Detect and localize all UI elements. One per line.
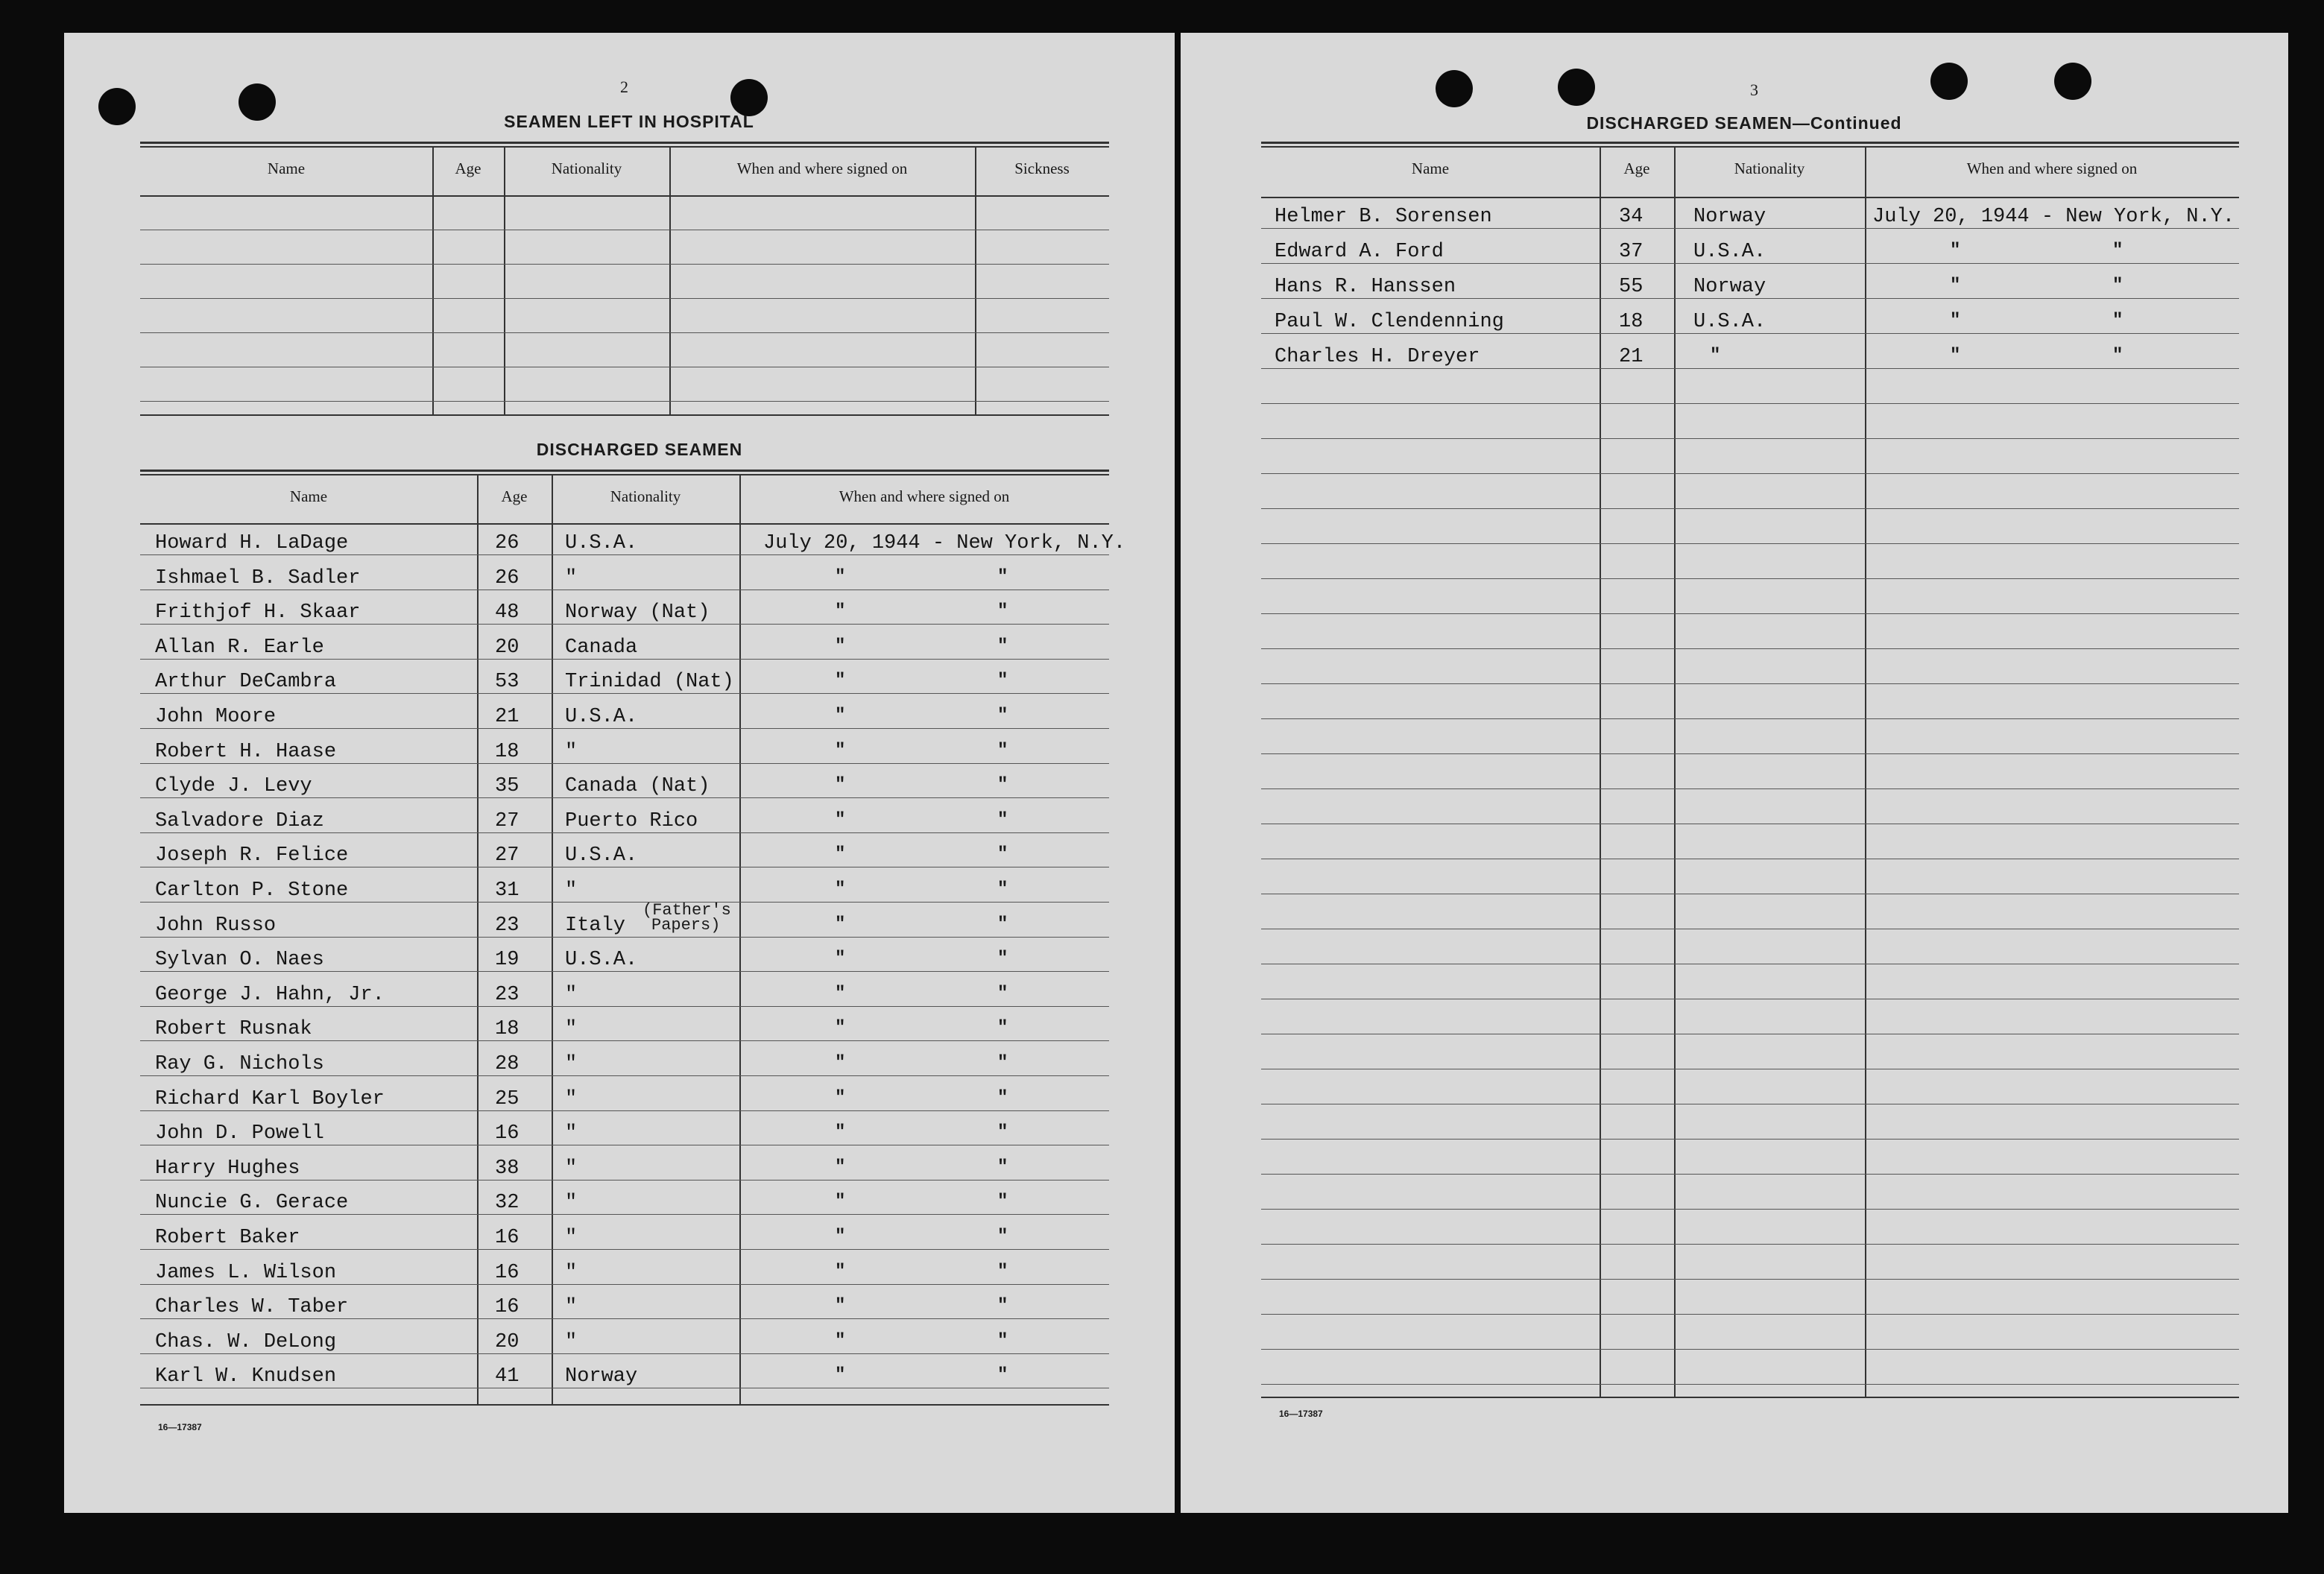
seaman-nationality: " — [565, 879, 578, 902]
ditto-mark: " — [835, 706, 846, 726]
column-header: Age — [501, 487, 528, 505]
row-rule — [1261, 543, 2239, 544]
seaman-age: 23 — [495, 983, 520, 1006]
column-header: Age — [1623, 159, 1650, 177]
row-rule — [1261, 298, 2239, 299]
seaman-age: 31 — [495, 879, 520, 902]
binder-hole — [1930, 63, 1968, 100]
ditto-mark: " — [997, 1018, 1008, 1039]
row-rule — [1261, 578, 2239, 579]
seaman-age: 20 — [495, 636, 520, 659]
ditto-mark: " — [835, 1261, 846, 1282]
seaman-nationality: Canada — [565, 636, 638, 659]
row-rule — [1261, 368, 2239, 369]
column-divider — [669, 148, 671, 414]
seaman-name: Ray G. Nichols — [155, 1053, 324, 1075]
seaman-age: 26 — [495, 532, 520, 554]
ditto-mark: " — [997, 1261, 1008, 1282]
row-rule — [140, 832, 1109, 833]
header-rule — [140, 523, 1109, 525]
ditto-mark: " — [997, 636, 1008, 657]
ditto-mark: " — [835, 914, 846, 935]
seaman-name: George J. Hahn, Jr. — [155, 983, 385, 1006]
ditto-mark: " — [1950, 241, 1961, 261]
seaman-nationality: " — [565, 1087, 578, 1110]
seaman-nationality: " — [565, 983, 578, 1006]
ditto-mark: " — [835, 1227, 846, 1247]
ditto-mark: " — [997, 844, 1008, 865]
right-page — [1181, 33, 2288, 1513]
seaman-name: Arthur DeCambra — [155, 671, 337, 694]
row-rule — [140, 797, 1109, 798]
seaman-age: 35 — [495, 775, 520, 798]
seaman-name: Robert Rusnak — [155, 1018, 312, 1041]
ditto-mark: " — [997, 949, 1008, 970]
row-rule — [1261, 683, 2239, 684]
seaman-name: Sylvan O. Naes — [155, 949, 324, 972]
seaman-age: 18 — [495, 740, 520, 763]
seaman-age: 34 — [1619, 206, 1643, 228]
continued-section-title — [1586, 113, 1901, 133]
column-divider — [504, 148, 505, 414]
column-header: When and where signed on — [839, 487, 1010, 505]
column-divider — [477, 475, 479, 1404]
seaman-nationality: U.S.A. — [1693, 311, 1766, 333]
seaman-name: Robert H. Haase — [155, 740, 337, 763]
seaman-age: 18 — [1619, 311, 1643, 333]
column-header: Nationality — [551, 159, 622, 177]
seaman-age: 26 — [495, 566, 520, 590]
row-rule — [1261, 648, 2239, 649]
seaman-nationality: Norway — [1693, 206, 1766, 228]
seaman-age: 16 — [495, 1261, 520, 1284]
ditto-mark: " — [997, 1087, 1008, 1108]
ditto-mark: " — [2112, 241, 2124, 261]
row-rule — [140, 298, 1109, 299]
nationality-note: Papers) — [651, 915, 721, 935]
row-rule — [140, 1284, 1109, 1285]
nationality-note: (Father's — [642, 900, 731, 920]
row-rule — [140, 902, 1109, 903]
seaman-nationality: U.S.A. — [565, 532, 638, 554]
seaman-name: Clyde J. Levy — [155, 775, 312, 798]
binder-hole — [2054, 63, 2091, 100]
left-page — [64, 33, 1175, 1513]
ditto-mark: " — [1950, 311, 1961, 331]
column-divider — [739, 475, 741, 1404]
row-rule — [1261, 753, 2239, 754]
seaman-nationality: Trinidad (Nat) — [565, 671, 734, 694]
row-rule — [1261, 508, 2239, 509]
ditto-mark: " — [997, 1192, 1008, 1213]
ditto-mark: " — [997, 1122, 1008, 1143]
binder-hole — [730, 79, 768, 116]
row-rule — [140, 728, 1109, 729]
row-rule — [140, 264, 1109, 265]
row-rule — [1261, 263, 2239, 264]
table-bottom-rule — [140, 414, 1109, 416]
ditto-mark: " — [2112, 276, 2124, 296]
seaman-age: 38 — [495, 1157, 520, 1180]
row-rule — [1261, 718, 2239, 719]
ditto-mark: " — [835, 601, 846, 622]
seaman-nationality: Norway — [565, 1365, 638, 1388]
seaman-nationality: " — [565, 1296, 578, 1319]
seaman-age: 37 — [1619, 241, 1643, 263]
seaman-age: 53 — [495, 671, 520, 694]
row-rule — [1261, 788, 2239, 789]
ditto-mark: " — [997, 1053, 1008, 1073]
column-header: Nationality — [610, 487, 681, 505]
hospital-section-title: SEAMEN LEFT IN HOSPITAL — [504, 112, 754, 131]
row-rule — [1261, 228, 2239, 229]
row-rule — [140, 937, 1109, 938]
seaman-name: Paul W. Clendenning — [1275, 311, 1504, 333]
column-header: When and where signed on — [736, 159, 908, 177]
seaman-nationality: " — [565, 1053, 578, 1075]
seaman-nationality: " — [565, 566, 578, 590]
seaman-name: Richard Karl Boyler — [155, 1087, 385, 1110]
seaman-age: 32 — [495, 1192, 520, 1215]
seaman-nationality: U.S.A. — [565, 844, 638, 867]
seaman-nationality: " — [565, 1227, 578, 1249]
row-rule — [1261, 438, 2239, 439]
form-number: 16—17387 — [1279, 1409, 1323, 1419]
ditto-mark: " — [835, 844, 846, 865]
row-rule — [140, 554, 1109, 555]
seaman-age: 21 — [1619, 346, 1643, 368]
seaman-name: Carlton P. Stone — [155, 879, 349, 902]
seaman-name: Joseph R. Felice — [155, 844, 349, 867]
seaman-nationality: " — [565, 1261, 578, 1284]
ditto-mark: " — [835, 1296, 846, 1317]
ditto-mark: " — [997, 706, 1008, 726]
row-rule — [1261, 1349, 2239, 1350]
row-rule — [1261, 1244, 2239, 1245]
seaman-age: 19 — [495, 949, 520, 972]
ditto-mark: " — [2112, 311, 2124, 331]
ditto-mark: " — [835, 983, 846, 1004]
ditto-mark: " — [997, 1296, 1008, 1317]
row-rule — [140, 401, 1109, 402]
ditto-mark: " — [1710, 346, 1721, 366]
seaman-nationality: " — [565, 1018, 578, 1041]
seaman-name: Edward A. Ford — [1275, 241, 1444, 263]
seaman-name: John Moore — [155, 706, 277, 728]
seaman-age: 48 — [495, 601, 520, 625]
section-title-main: DISCHARGED SEAMEN — [1586, 113, 1793, 133]
signed-on: July 20, 1944 - New York, N.Y. — [763, 532, 1126, 554]
seaman-age: 27 — [495, 809, 520, 832]
row-rule — [140, 693, 1109, 694]
row-rule — [140, 1214, 1109, 1215]
seaman-name: Helmer B. Sorensen — [1275, 206, 1492, 228]
ditto-mark: " — [835, 809, 846, 830]
seaman-name: Salvadore Diaz — [155, 809, 324, 832]
row-rule — [140, 763, 1109, 764]
seaman-age: 41 — [495, 1365, 520, 1388]
row-rule — [1261, 403, 2239, 404]
seaman-age: 23 — [495, 914, 520, 937]
row-rule — [140, 659, 1109, 660]
header-rule — [140, 195, 1109, 197]
column-header: Sickness — [1014, 159, 1070, 177]
row-rule — [140, 624, 1109, 625]
column-header: When and where signed on — [1966, 159, 2138, 177]
seaman-name: Chas. W. DeLong — [155, 1330, 337, 1353]
row-rule — [140, 1110, 1109, 1111]
row-rule — [140, 1318, 1109, 1319]
seaman-age: 25 — [495, 1087, 520, 1110]
seaman-nationality: " — [565, 1330, 578, 1353]
row-rule — [1261, 1279, 2239, 1280]
column-divider — [432, 148, 434, 414]
column-header: Age — [455, 159, 481, 177]
ditto-mark: " — [997, 914, 1008, 935]
ditto-mark: " — [997, 1227, 1008, 1247]
ditto-mark: " — [835, 566, 846, 587]
ditto-mark: " — [997, 809, 1008, 830]
seaman-nationality: Canada (Nat) — [565, 775, 710, 798]
seaman-age: 16 — [495, 1122, 520, 1145]
table-bottom-rule — [1261, 1397, 2239, 1398]
ditto-mark: " — [997, 1157, 1008, 1178]
seaman-nationality: " — [565, 740, 578, 763]
seaman-name: Charles W. Taber — [155, 1296, 349, 1319]
ditto-mark: " — [997, 601, 1008, 622]
ditto-mark: " — [2112, 346, 2124, 366]
seaman-age: 18 — [495, 1018, 520, 1041]
ditto-mark: " — [835, 775, 846, 796]
ditto-mark: " — [835, 1122, 846, 1143]
seaman-nationality: " — [565, 1192, 578, 1215]
row-rule — [1261, 1314, 2239, 1315]
column-header: Nationality — [1734, 159, 1805, 177]
row-rule — [1261, 1209, 2239, 1210]
ditto-mark: " — [835, 1330, 846, 1351]
ditto-mark: " — [835, 1087, 846, 1108]
row-rule — [140, 1249, 1109, 1250]
seaman-name: Nuncie G. Gerace — [155, 1192, 349, 1215]
seaman-name: James L. Wilson — [155, 1261, 337, 1284]
binder-hole — [1558, 69, 1595, 106]
header-rule — [1261, 197, 2239, 198]
seaman-age: 16 — [495, 1296, 520, 1319]
seaman-name: Karl W. Knudsen — [155, 1365, 337, 1388]
form-number: 16—17387 — [158, 1422, 202, 1432]
page-number: 3 — [1750, 80, 1758, 99]
ditto-mark: " — [997, 566, 1008, 587]
ditto-mark: " — [997, 740, 1008, 761]
ditto-mark: " — [997, 879, 1008, 900]
ditto-mark: " — [835, 1365, 846, 1386]
row-rule — [140, 971, 1109, 972]
seaman-name: Howard H. LaDage — [155, 532, 349, 554]
seaman-age: 28 — [495, 1053, 520, 1075]
binder-hole — [239, 83, 276, 121]
seaman-name: Frithjof H. Skaar — [155, 601, 361, 625]
ditto-mark: " — [835, 879, 846, 900]
row-rule — [1261, 1139, 2239, 1140]
row-rule — [1261, 613, 2239, 614]
ditto-mark: " — [997, 775, 1008, 796]
row-rule — [1261, 473, 2239, 474]
seaman-name: Allan R. Earle — [155, 636, 324, 659]
seaman-age: 16 — [495, 1227, 520, 1249]
seaman-name: John Russo — [155, 914, 277, 937]
ditto-mark: " — [997, 1365, 1008, 1386]
ditto-mark: " — [835, 1192, 846, 1213]
row-rule — [1261, 1384, 2239, 1385]
ditto-mark: " — [835, 1157, 846, 1178]
row-rule — [140, 1353, 1109, 1354]
seaman-nationality: " — [565, 1157, 578, 1180]
ditto-mark: " — [835, 671, 846, 692]
seaman-nationality: U.S.A. — [1693, 241, 1766, 263]
seaman-age: 21 — [495, 706, 520, 728]
ditto-mark: " — [1950, 276, 1961, 296]
section-title-continued: —Continued — [1792, 113, 1902, 133]
seaman-name: John D. Powell — [155, 1122, 324, 1145]
row-rule — [140, 1075, 1109, 1076]
column-divider — [552, 475, 553, 1404]
row-rule — [140, 332, 1109, 333]
seaman-age: 55 — [1619, 276, 1643, 298]
seaman-nationality: U.S.A. — [565, 706, 638, 728]
signed-on: July 20, 1944 - New York, N.Y. — [1872, 206, 2235, 228]
row-rule — [140, 1006, 1109, 1007]
ditto-mark: " — [835, 740, 846, 761]
discharged-section-title: DISCHARGED SEAMEN — [536, 440, 743, 459]
column-header: Name — [1411, 159, 1450, 177]
ditto-mark: " — [997, 1330, 1008, 1351]
binder-hole — [98, 88, 136, 125]
column-header: Name — [289, 487, 328, 505]
ditto-mark: " — [835, 636, 846, 657]
ditto-mark: " — [997, 671, 1008, 692]
seaman-nationality: Norway (Nat) — [565, 601, 710, 625]
ditto-mark: " — [835, 1053, 846, 1073]
column-header: Name — [267, 159, 306, 177]
seaman-age: 20 — [495, 1330, 520, 1353]
row-rule — [1261, 1174, 2239, 1175]
seaman-age: 27 — [495, 844, 520, 867]
ditto-mark: " — [835, 949, 846, 970]
row-rule — [1261, 333, 2239, 334]
ditto-mark: " — [997, 983, 1008, 1004]
seaman-nationality: Puerto Rico — [565, 809, 698, 832]
seaman-name: Harry Hughes — [155, 1157, 300, 1180]
page-number: 2 — [620, 78, 628, 96]
ditto-mark: " — [1950, 346, 1961, 366]
seaman-name: Robert Baker — [155, 1227, 300, 1249]
seaman-nationality: Italy — [565, 914, 626, 937]
row-rule — [140, 1040, 1109, 1041]
table-bottom-rule — [140, 1404, 1109, 1406]
binder-hole — [1436, 70, 1473, 107]
seaman-name: Ishmael B. Sadler — [155, 566, 361, 590]
seaman-name: Charles H. Dreyer — [1275, 346, 1480, 368]
column-divider — [975, 148, 976, 414]
seaman-name: Hans R. Hanssen — [1275, 276, 1456, 298]
seaman-nationality: Norway — [1693, 276, 1766, 298]
ditto-mark: " — [835, 1018, 846, 1039]
seaman-nationality: " — [565, 1122, 578, 1145]
seaman-nationality: U.S.A. — [565, 949, 638, 972]
